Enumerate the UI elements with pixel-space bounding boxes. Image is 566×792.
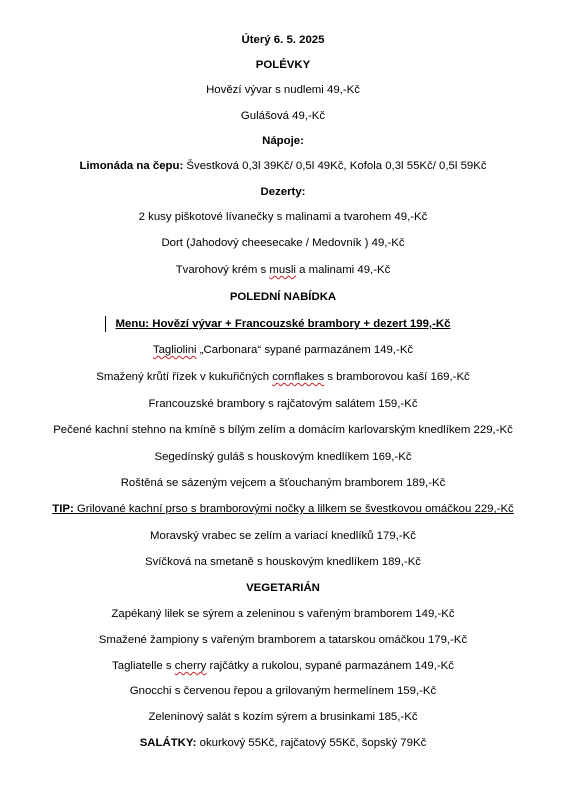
desserts-heading: Dezerty: (260, 186, 306, 198)
drinks-heading: Nápoje: (262, 135, 304, 147)
vegetarian-item: Zapékaný lilek se sýrem a zeleninou s vařeným bramborem 149,-Kč (111, 608, 455, 620)
lunch-item: Roštěná se sázeným vejcem a šťouchaným bramborem 189,-Kč (120, 477, 446, 489)
lunch-item (0, 343, 566, 357)
salads-label: SALÁTKY: (139, 737, 197, 749)
drinks-line (0, 159, 566, 173)
lunch-text: Smažený krůtí řízek v kukuřičných (96, 371, 273, 383)
drinks-label: Limonáda na čepu: (79, 160, 184, 172)
lunch-text: „Carbonara“ sypané parmazánem 149,-Kč (196, 344, 414, 356)
lunch-item: Svíčková na smetaně s houskovým knedlíkem 189,-Kč (144, 556, 422, 568)
soup-item: Gulášová 49,-Kč (240, 110, 326, 122)
vegetarian-text: rajčátky a rukolou, sypané parmazánem 149,-Kč (206, 660, 454, 672)
drinks-text: Švestková 0,3l 39Kč/ 0,5l 49Kč, Kofola 0,3l 55Kč/ 0,5l 59Kč (183, 160, 487, 172)
spellcheck-word: Tagliolini (152, 344, 197, 356)
vegetarian-text: Tagliatelle s (112, 660, 175, 672)
spellcheck-word: cornflakes (272, 371, 325, 383)
tip-label: TIP: (52, 503, 74, 515)
tip-line (0, 502, 566, 516)
vegetarian-heading: VEGETARIÁN (246, 582, 320, 594)
lunch-item (0, 370, 566, 384)
vegetarian-item (0, 659, 566, 673)
dessert-text: Tvarohový krém s (175, 264, 270, 276)
dessert-text: a malinami 49,-Kč (295, 264, 391, 276)
lunch-item: Francouzské brambory s rajčatovým salátem 159,-Kč (148, 398, 418, 410)
spellcheck-word: musli (269, 264, 296, 276)
dessert-item: 2 kusy piškotové lívanečky s malinami a tvarohem 49,-Kč (138, 211, 428, 223)
lunch-menu-line: Menu: Hovězí vývar + Francouzské brambory + dezert 199,-Kč (115, 318, 451, 330)
tip-text: Grilované kachní prso s bramborovými nočky a lilkem se švestkovou omáčkou 229,-Kč (73, 503, 514, 515)
date-heading: Úterý 6. 5. 2025 (241, 34, 325, 46)
lunch-item: Moravský vrabec se zelím a variací knedlíků 179,-Kč (150, 530, 416, 542)
salads-line (0, 736, 566, 750)
spellcheck-word: cherry (174, 660, 207, 672)
lunch-heading: POLEDNÍ NABÍDKA (229, 291, 337, 303)
dessert-item: Dort (Jahodový cheesecake / Medovník ) 49,-Kč (161, 237, 405, 249)
lunch-text: s bramborovou kaší 169,-Kč (324, 371, 470, 383)
salads-text: okurkový 55Kč, rajčatový 55Kč, šopský 79Kč (196, 737, 427, 749)
lunch-item: Segedínský guláš s houskovým knedlíkem 169,-Kč (154, 451, 412, 463)
lunch-item: Pečené kachní stehno na kmíně s bílým zelím a domácím karlovarským knedlíkem 229,-Kč (53, 424, 513, 436)
soup-item: Hovězí vývar s nudlemi 49,-Kč (206, 84, 360, 96)
soups-heading: POLÉVKY (255, 59, 311, 71)
vegetarian-item: Zeleninový salát s kozím sýrem a brusinkami 185,-Kč (148, 711, 418, 723)
dessert-item (0, 263, 566, 277)
vegetarian-item: Gnocchi s červenou řepou a grilovaným hermelínem 159,-Kč (129, 685, 437, 697)
vegetarian-item: Smažené žampiony s vařeným bramborem a tatarskou omáčkou 179,-Kč (98, 634, 468, 646)
